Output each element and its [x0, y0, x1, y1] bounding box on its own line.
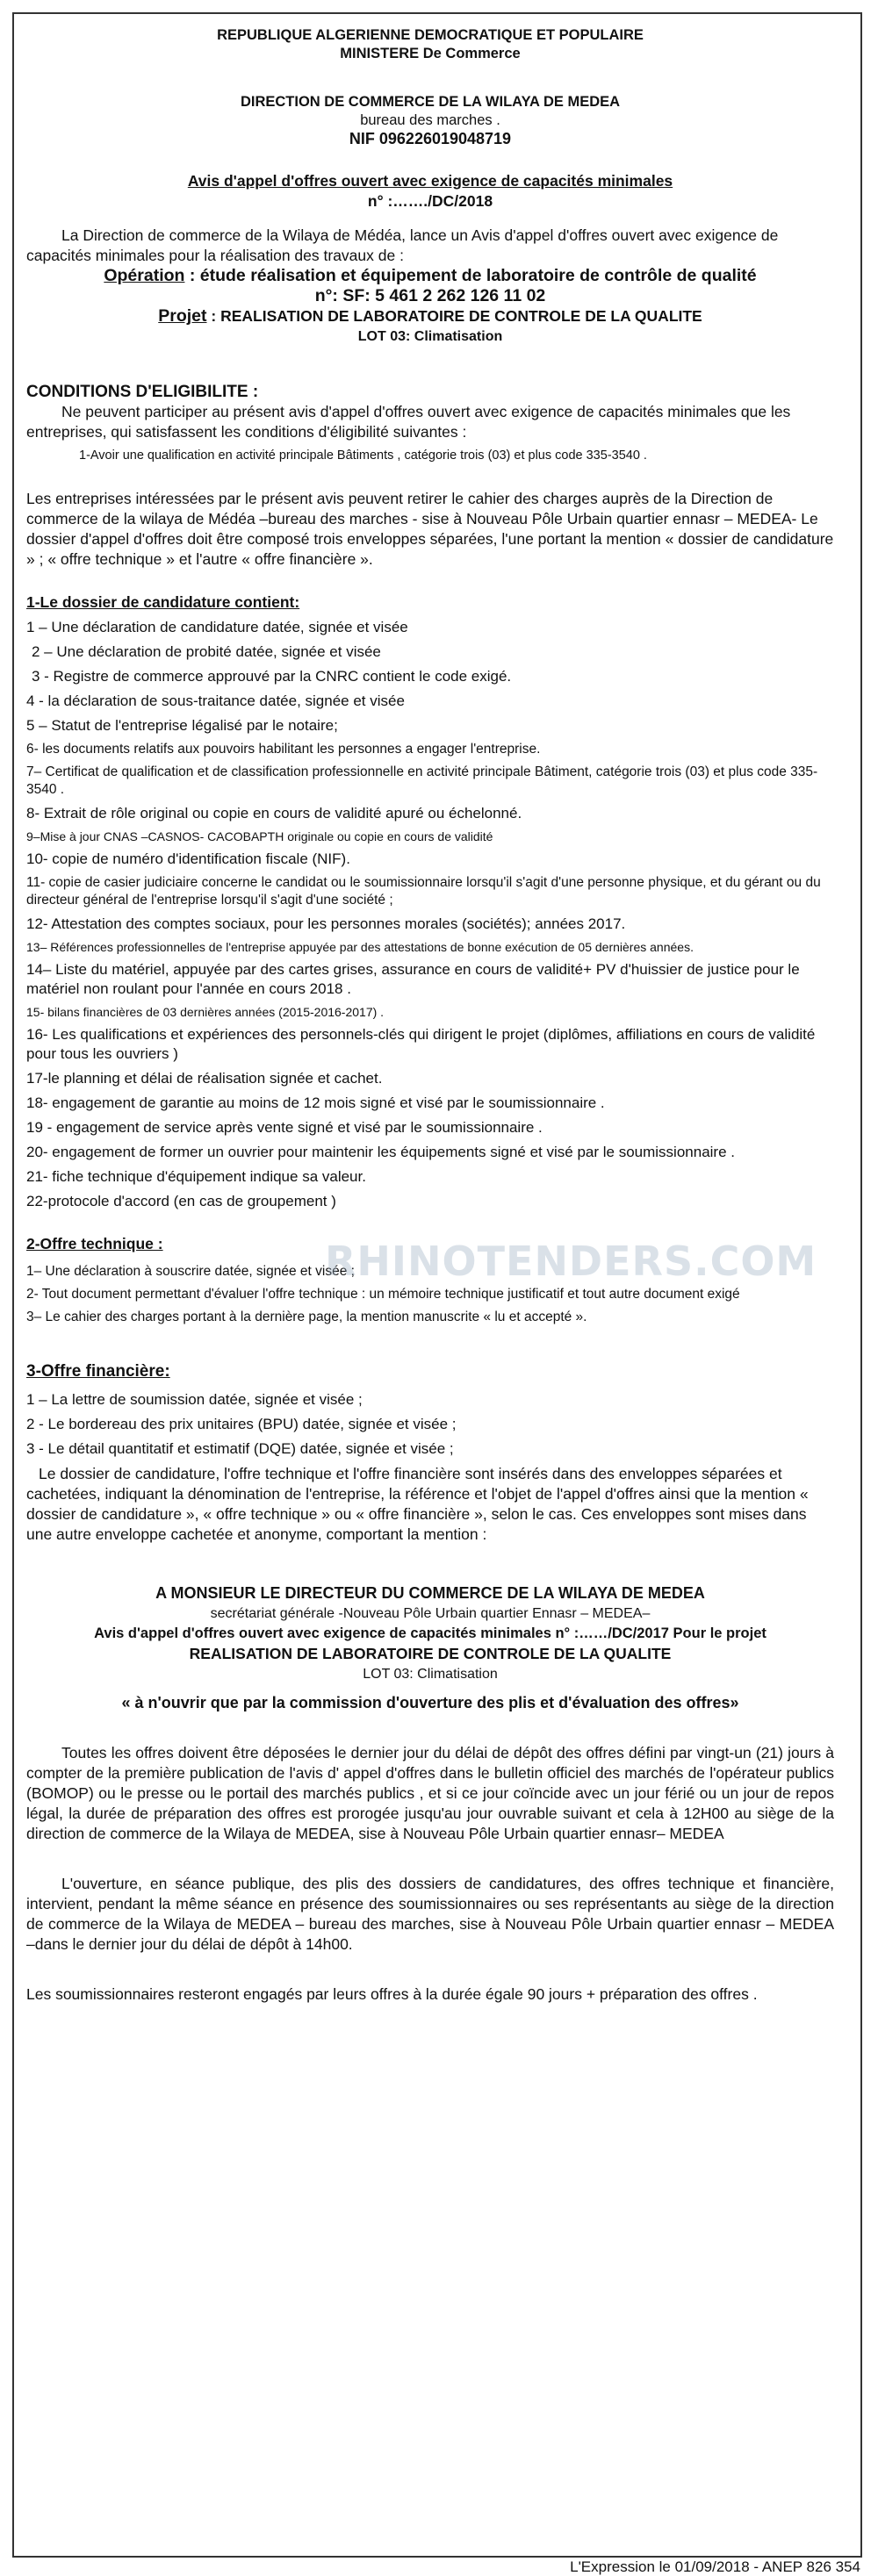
ouverture-text: L'ouverture, en séance publique, des plis des dossiers de candidatures, des offres technique et financière, intervient, pendant la même séance en présence des soumissionnaires ou ses représentants au siège de la direction de commerce de la Wilaya de MEDEA – bureau des marches, sise à Nouveau Pôle Urbain quartier ennasr – MEDEA –dans le dernier jour du délai de dépôt à 14h00. — [26, 1875, 834, 1953]
candidature-item: 4 - la déclaration de sous-traitance datée, signée et visée — [26, 692, 405, 709]
nif-line: NIF 096226019048719 — [349, 130, 512, 147]
tender-notice — [26, 26, 834, 2005]
operation-label: Opération — [104, 266, 185, 285]
candidature-list — [26, 618, 834, 1211]
technique-title: 2-Offre technique : — [26, 1235, 163, 1252]
financiere-text: Le dossier de candidature, l'offre technique et l'offre financière sont insérés dans des enveloppes séparées et cachetées, indiquant la dénomination de l'entreprise, la référence et l'objet de l'appel d'offres ainsi que la mention « dossier de candidature », « offre technique » ou « offre financière », selon le cas. Ces enveloppes sont mises dans une autre enveloppe cachetée et anonyme, comportant la mention : — [26, 1465, 809, 1543]
candidature-item: 12- Attestation des comptes sociaux, pour les personnes morales (sociétés); années 2017. — [26, 915, 626, 932]
retrait-text: Les entreprises intéressées par le présent avis peuvent retirer le cahier des charges auprès de la Direction de commerce de la wilaya de Médéa –bureau des marches - sise à Nouveau Pôle Urbain quartier ennasr – MEDEA- Le dossier d'appel d'offres doit être composé trois enveloppes séparées, l'une portant la mention « dossier de candidature » ; « offre technique » et l'autre « offre financière ». — [26, 490, 834, 568]
sf-number: n°: SF: 5 461 2 262 126 11 02 — [314, 286, 546, 305]
candidature-item: 6- les documents relatifs aux pouvoirs habilitant les personnes a engager l'entreprise. — [26, 742, 541, 757]
lot-line: LOT 03: Climatisation — [357, 329, 503, 344]
candidature-item: 5 – Statut de l'entreprise légalisé par le notaire; — [26, 717, 338, 734]
eligibility-text: Ne peuvent participer au présent avis d'appel d'offres ouvert avec exigence de capacités minimales que les entreprises, qui satisfassent les conditions d'éligibilité suivantes : — [26, 403, 791, 441]
address-line6: « à n'ouvrir que par la commission d'ouverture des plis et d'évaluation des offres» — [121, 1694, 739, 1711]
projet-label: Projet — [158, 306, 207, 326]
candidature-item: 18- engagement de garantie au moins de 12 mois signé et visé par le soumissionnaire . — [26, 1094, 605, 1111]
address-line1: A MONSIEUR LE DIRECTEUR DU COMMERCE DE LA WILAYA DE MEDEA — [155, 1584, 705, 1602]
projet-line — [26, 306, 834, 326]
financiere-item: 2 - Le bordereau des prix unitaires (BPU) datée, signée et visée ; — [26, 1416, 457, 1432]
candidature-item: 19 - engagement de service après vente signé et visé par le soumissionnaire . — [26, 1119, 543, 1136]
financiere-item: 1 – La lettre de soumission datée, signée et visée ; — [26, 1391, 363, 1408]
ministry-title: MINISTERE De Commerce — [340, 46, 521, 61]
candidature-item: 15- bilans financières de 03 dernières années (2015-2016-2017) . — [26, 1005, 385, 1019]
candidature-item: 14– Liste du matériel, appuyée par des cartes grises, assurance en cours de validité+ PV d'huissier de justice pour le matériel non roulant pour l'année en cours 2018 . — [26, 961, 800, 997]
avis-title: Avis d'appel d'offres ouvert avec exigence de capacités minimales — [187, 172, 673, 190]
direction-title: DIRECTION DE COMMERCE DE LA WILAYA DE MEDEA — [240, 94, 621, 110]
depot-text: Toutes les offres doivent être déposées le dernier jour du délai de dépôt des offres défini par vingt-un (21) jours à compter de la première publication de l'avis d' appel d'offres dans le bulletin officiel des marchés de l'opérateur publics (BOMOP) ou le presse ou le portail des marchés publics , et si ce jour coïncide avec un jour férié ou un jour de repos légal, la durée de préparation des offres est prorogée jusqu'au jour ouvrable suivant et cela à 12H00 au siège de la direction de commerce de la Wilaya de MEDEA, sise à Nouveau Pôle Urbain quartier ennasr– MEDEA — [26, 1744, 834, 1842]
candidature-title: 1-Le dossier de candidature contient: — [26, 593, 300, 611]
candidature-item: 20- engagement de former un ouvrier pour maintenir les équipements signé et visé par le soumissionnaire . — [26, 1144, 735, 1160]
operation-text: : étude réalisation et équipement de laboratoire de contrôle de qualité — [184, 266, 757, 285]
avis-intro: La Direction de commerce de la Wilaya de Médéa, lance un Avis d'appel d'offres ouvert avec exigence de capacités minimales pour la réalisation des travaux de : — [26, 226, 779, 264]
bureau-line: bureau des marches . — [360, 112, 500, 128]
candidature-item: 11- copie de casier judiciaire concerne le candidat ou le soumissionnaire lorsqu'il s'agit d'une personne physique, et du gérant ou du directeur général de l'entreprise lorsqu'il s'agit d'une société ; — [26, 875, 821, 908]
republic-title: REPUBLIQUE ALGERIENNE DEMOCRATIQUE ET POPULAIRE — [217, 27, 644, 43]
candidature-item: 7– Certificat de qualification et de classification professionnelle en activité principale Bâtiment, catégorie trois (03) et plus code 335-3540 . — [26, 764, 818, 797]
operation-line — [26, 266, 834, 286]
technique-item: 1– Une déclaration à souscrire datée, signée et visée ; — [26, 1264, 355, 1279]
candidature-item: 13– Références professionnelles de l'entreprise appuyée par des attestations de bonne exécution de 05 dernières années. — [26, 940, 694, 954]
candidature-item: 21- fiche technique d'équipement indique sa valeur. — [26, 1168, 366, 1185]
candidature-item: 1 – Une déclaration de candidature datée, signée et visée — [26, 619, 408, 635]
avis-block — [26, 171, 834, 212]
candidature-item: 17-le planning et délai de réalisation signée et cachet. — [26, 1070, 383, 1087]
candidature-item: 16- Les qualifications et expériences des personnels-clés qui dirigent le projet (diplômes, affiliations en cours de validité pour tous les ouvriers ) — [26, 1026, 816, 1062]
financiere-item: 3 - Le détail quantitatif et estimatif (DQE) datée, signée et visée ; — [26, 1440, 454, 1457]
technique-item: 2- Tout document permettant d'évaluer l'offre technique : un mémoire technique justificatif et tout autre document exigé — [26, 1287, 740, 1302]
financiere-list — [26, 1390, 834, 1459]
candidature-item: 22-protocole d'accord (en cas de groupement ) — [26, 1193, 336, 1209]
address-block — [26, 1583, 834, 1713]
address-line4: REALISATION DE LABORATOIRE DE CONTROLE DE LA QUALITE — [189, 1645, 672, 1662]
candidature-item: 10- copie de numéro d'identification fiscale (NIF). — [26, 850, 350, 867]
publication-footer: L'Expression le 01/09/2018 - ANEP 826 354 — [566, 2558, 864, 2576]
avis-number: n° :……./DC/2018 — [367, 192, 493, 210]
candidature-item: 3 - Registre de commerce approuvé par la CNRC contient le code exigé. — [32, 668, 512, 685]
header — [26, 26, 834, 148]
eligibility-title: CONDITIONS D'ELIGIBILITE : — [26, 383, 259, 401]
engagement-text: Les soumissionnaires resteront engagés par leurs offres à la durée égale 90 jours + préparation des offres . — [26, 1985, 758, 2003]
candidature-item: 2 – Une déclaration de probité datée, signée et visée — [32, 643, 381, 660]
candidature-item: 8- Extrait de rôle original ou copie en cours de validité apuré ou échelonné. — [26, 805, 522, 822]
technique-item: 3– Le cahier des charges portant à la dernière page, la mention manuscrite « lu et accepté ». — [26, 1310, 587, 1324]
address-line3: Avis d'appel d'offres ouvert avec exigence de capacités minimales n° :……/DC/2017 Pour le projet — [94, 1625, 766, 1641]
candidature-item: 9–Mise à jour CNAS –CASNOS- CACOBAPTH originale ou copie en cours de validité — [26, 829, 493, 843]
address-line2: secrétariat générale -Nouveau Pôle Urbain quartier Ennasr – MEDEA– — [210, 1606, 651, 1621]
address-line5: LOT 03: Climatisation — [363, 1667, 498, 1682]
watermark: RHINOTENDERS.COM — [325, 1238, 817, 1285]
eligibility-item: 1-Avoir une qualification en activité principale Bâtiments , catégorie trois (03) et plus code 335-3540 . — [79, 448, 647, 463]
financiere-title: 3-Offre financière: — [26, 1362, 170, 1381]
projet-text: : REALISATION DE LABORATOIRE DE CONTROLE DE LA QUALITE — [206, 307, 702, 325]
